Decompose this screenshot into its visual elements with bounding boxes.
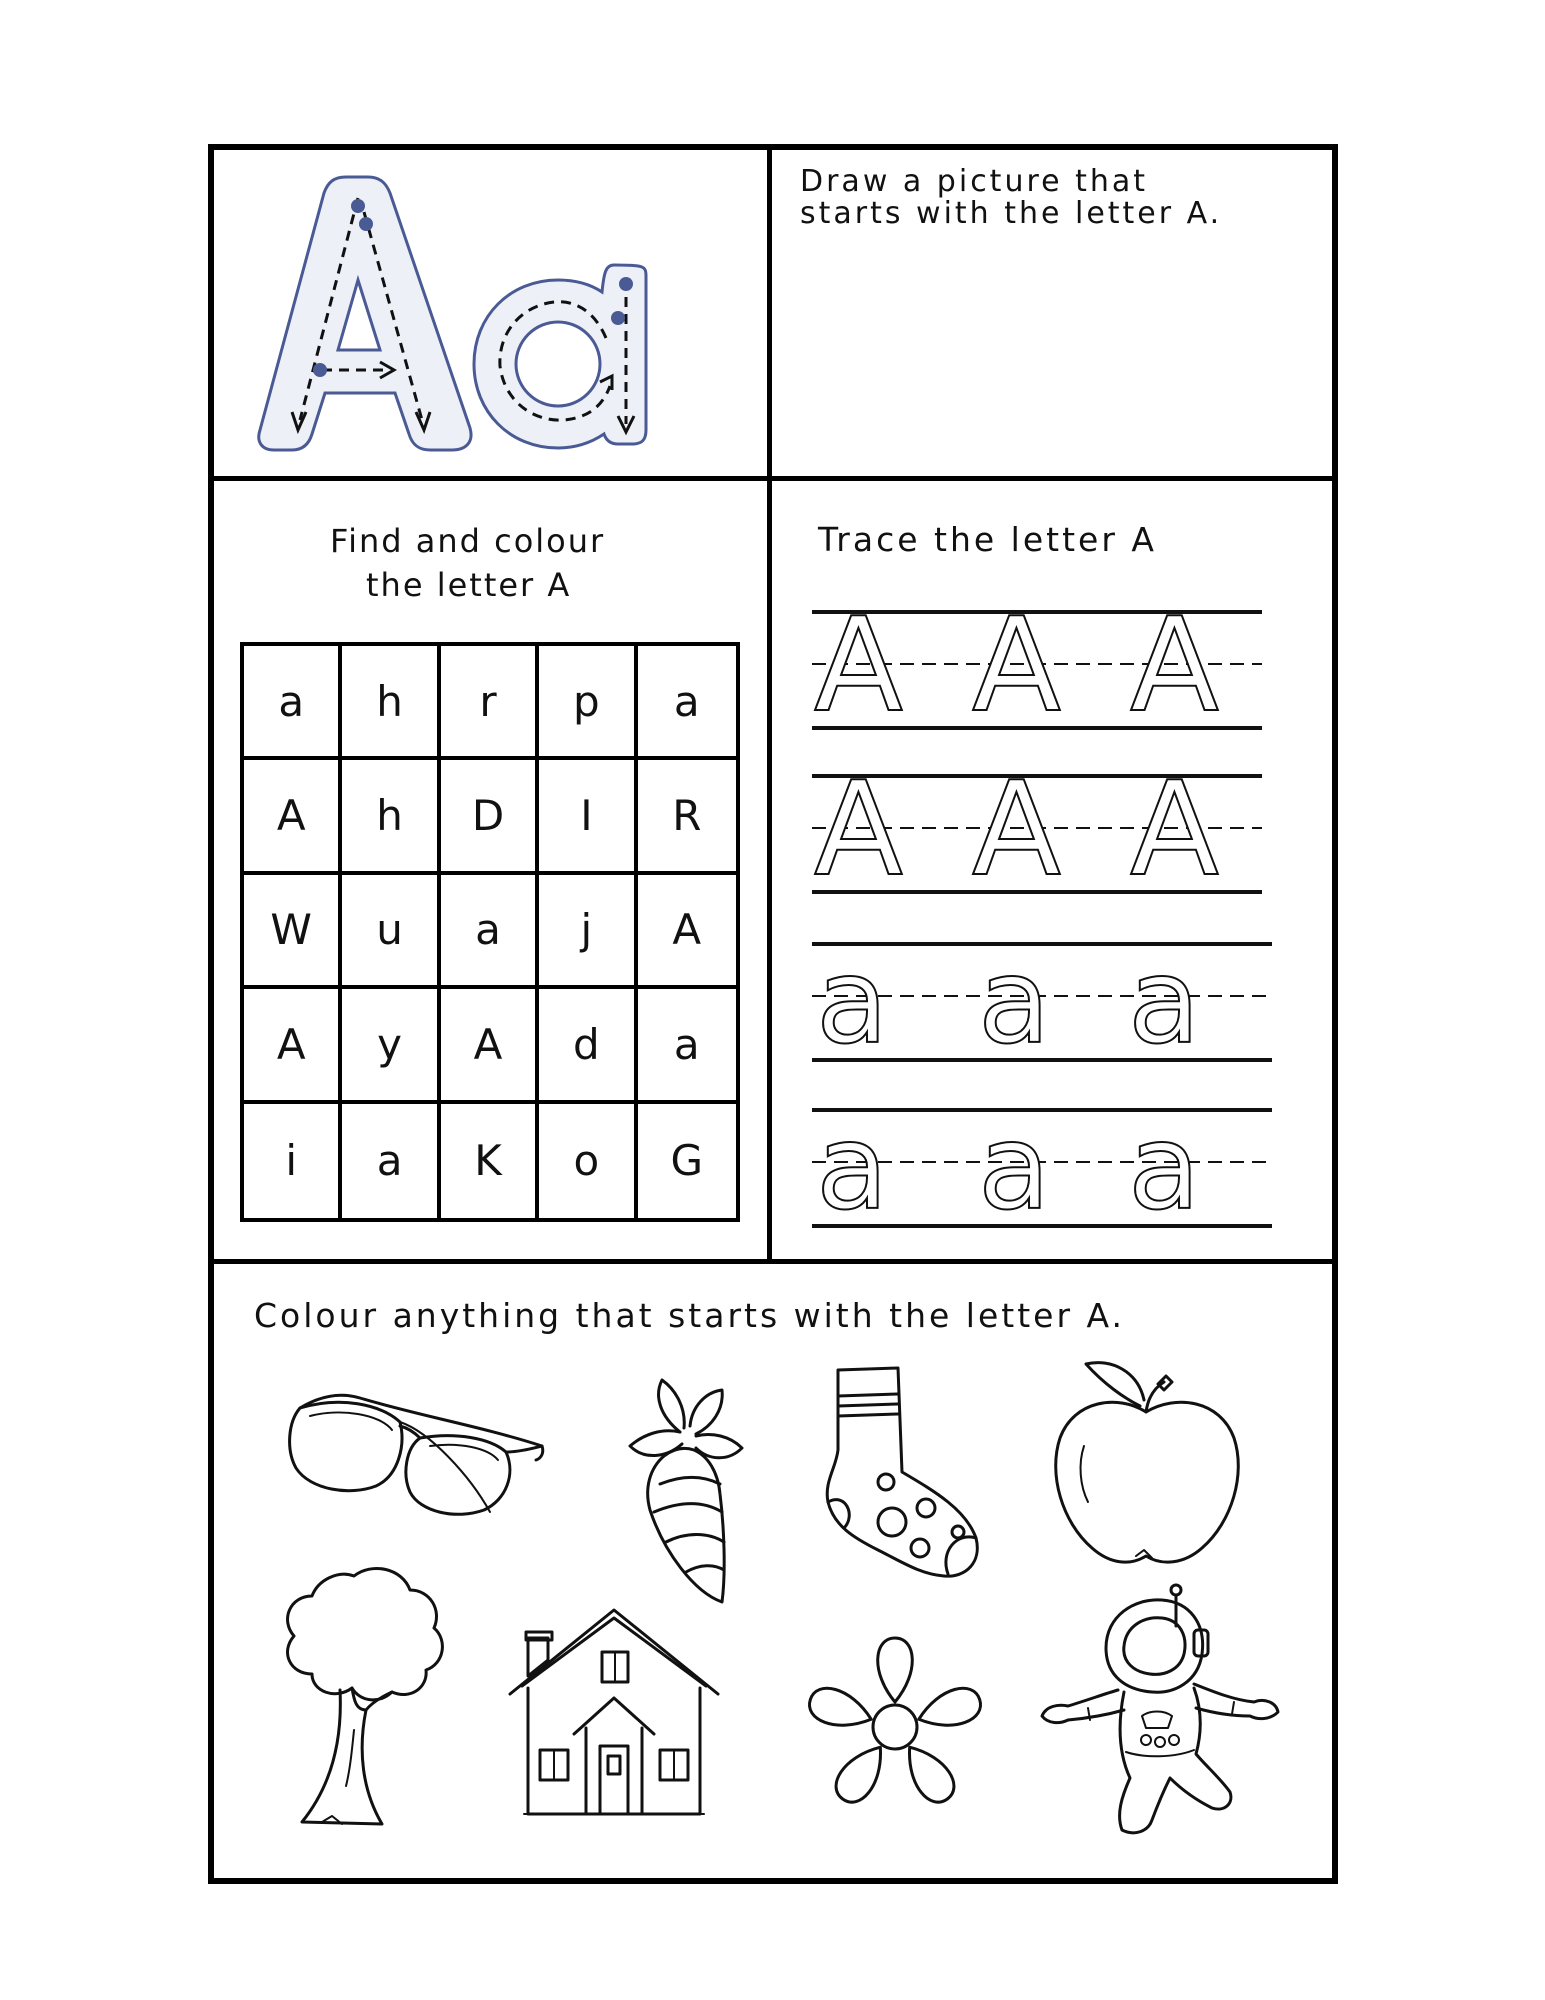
find-prompt-line-1: Find and colour <box>330 522 606 560</box>
trace-guide-letter: A <box>1130 589 1219 741</box>
trace-guide-letter: A <box>814 753 903 905</box>
divider-vertical-top <box>767 144 772 1261</box>
grid-cell[interactable]: G <box>670 1136 704 1186</box>
colour-title: Colour anything that starts with the letter A. <box>254 1296 1125 1335</box>
grid-cell[interactable]: o <box>539 1104 637 1218</box>
flower-icon[interactable] <box>800 1632 990 1822</box>
trace-guide-letter: a <box>978 1098 1051 1236</box>
grid-cell[interactable]: j <box>539 875 637 989</box>
grid-cell[interactable]: d <box>539 989 637 1103</box>
trace-title: Trace the letter A <box>818 520 1157 559</box>
trace-guide-upper-row1[interactable] <box>812 589 1262 741</box>
apple-icon[interactable] <box>1048 1354 1248 1574</box>
trace-guide-letter: a <box>978 932 1051 1070</box>
grid-cell[interactable]: h <box>342 646 440 760</box>
grid-cell[interactable]: y <box>342 989 440 1103</box>
grid-cell[interactable]: u <box>342 875 440 989</box>
grid-cell[interactable]: K <box>441 1104 539 1218</box>
trace-guide-letter: a <box>816 932 889 1070</box>
trace-guide-letter: a <box>816 1098 889 1236</box>
letter-grid <box>240 642 740 1222</box>
trace-guide-letter: a <box>1128 932 1201 1070</box>
sock-icon[interactable] <box>816 1362 986 1582</box>
grid-cell[interactable]: I <box>539 760 637 874</box>
grid-cell[interactable]: A <box>638 875 736 989</box>
grid-cell[interactable]: a <box>638 646 736 760</box>
grid-cell[interactable]: p <box>539 646 637 760</box>
grid-cell[interactable]: r <box>441 646 539 760</box>
trace-guide-letter: A <box>972 753 1061 905</box>
drawing-area[interactable] <box>780 240 1320 460</box>
divider-horizontal-1 <box>208 476 1338 481</box>
trace-guide-lower-row2[interactable] <box>812 1098 1272 1236</box>
grid-cell[interactable]: A <box>441 989 539 1103</box>
grid-cell[interactable]: h <box>342 760 440 874</box>
astronaut-icon[interactable] <box>1034 1582 1284 1852</box>
grid-cell[interactable]: a <box>441 875 539 989</box>
trace-guide-letter: A <box>1130 753 1219 905</box>
grid-cell[interactable]: a <box>638 989 736 1103</box>
divider-horizontal-2 <box>208 1259 1338 1264</box>
tree-icon[interactable] <box>262 1560 452 1830</box>
grid-cell[interactable]: i <box>244 1104 342 1218</box>
find-prompt-line-2: the letter A <box>366 566 572 604</box>
draw-prompt-line-1: Draw a picture that <box>800 164 1149 199</box>
trace-guide-letter: A <box>972 589 1061 741</box>
grid-cell[interactable]: W <box>244 875 342 989</box>
grid-cell[interactable]: A <box>244 760 342 874</box>
trace-guide-letter: A <box>814 589 903 741</box>
grid-cell[interactable]: A <box>244 989 342 1103</box>
grid-cell[interactable]: R <box>638 760 736 874</box>
lowercase-a-tracing-model <box>214 150 767 476</box>
house-icon[interactable] <box>504 1604 724 1824</box>
glasses-icon[interactable] <box>280 1386 550 1536</box>
trace-guide-letter: a <box>1128 1098 1201 1236</box>
trace-guide-lower-row1[interactable] <box>812 932 1272 1070</box>
grid-cell[interactable]: D <box>441 760 539 874</box>
draw-prompt-line-2: starts with the letter A. <box>800 196 1223 231</box>
carrot-icon[interactable] <box>620 1376 750 1606</box>
grid-cell[interactable]: a <box>244 646 342 760</box>
trace-guide-upper-row2[interactable] <box>812 753 1262 905</box>
grid-cell[interactable]: a <box>342 1104 440 1218</box>
letter-model-panel <box>214 150 767 476</box>
